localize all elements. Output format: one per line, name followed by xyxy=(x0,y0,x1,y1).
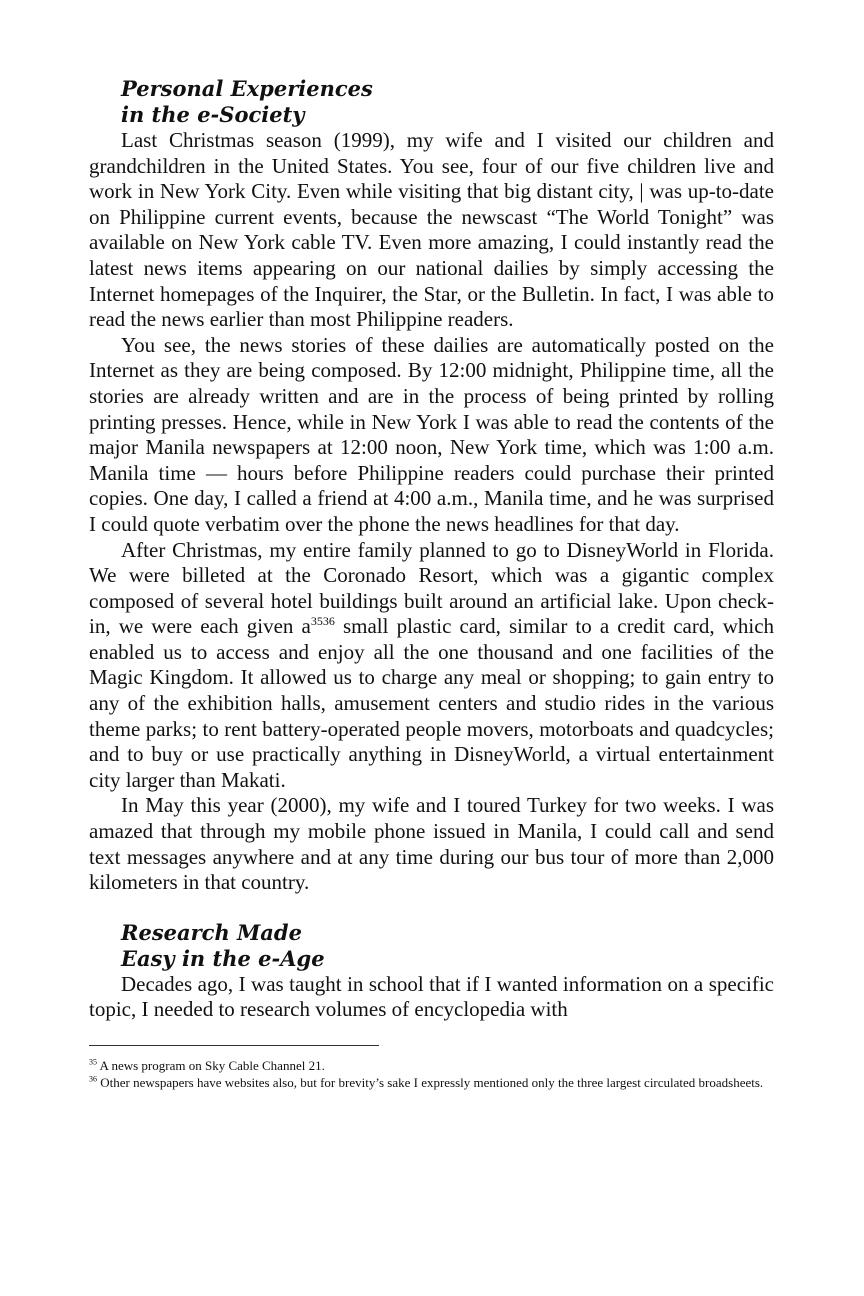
footnote-text: A news program on Sky Cable Channel 21. xyxy=(97,1058,325,1073)
section-heading-personal-experiences xyxy=(121,76,774,128)
footnote-reference: 3536 xyxy=(310,614,335,629)
paragraph-disneyworld xyxy=(89,538,774,794)
footnote xyxy=(89,1074,774,1091)
footnote-text: Other newspapers have websites also, but for brevity’s sake I expressly mentioned only the three largest circulated broadsheets. xyxy=(97,1075,764,1090)
paragraph-christmas-visit: Last Christmas season (1999), my wife and I visited our children and grandchildren in the United States. You see, four of our five children live and work in New York City. Even while visiting that big distant city, | was up-to-date on Philippine current events, because the newscast “The World Tonight” was available on New York cable TV. Even more amazing, I could instantly read the latest news items appearing on our national dailies by simply accessing the Internet homepages of the Inquirer, the Star, or the Bulletin. In fact, I was able to read the news earlier than most Philippine readers. xyxy=(89,128,774,332)
section-spacer xyxy=(89,896,774,920)
heading-line: in the e-Society xyxy=(121,102,305,127)
heading-line: Easy in the e-Age xyxy=(121,945,325,971)
paragraph-research: Decades ago, I was taught in school that if I wanted information on a specific topic, I needed to research volumes of encyclopedia with xyxy=(89,971,774,1022)
paragraph-text: small plastic card, similar to a credit card, which enabled us to access and enjoy all the one thousand and one facilities of the Magic Kingdom. It allowed us to charge any meal or shopping; to gain entry to any of the exhibition halls, amusement centers and studio rides in the various theme parks; to rent battery-operated people movers, motorboats and quadcycles; and to buy or use practically anything in DisneyWorld, a virtual entertainment city larger than Makati. xyxy=(89,614,775,792)
footnote-number: 35 xyxy=(89,1057,97,1067)
section-heading-research xyxy=(121,920,774,972)
document-page xyxy=(89,76,774,1091)
footnote-number: 36 xyxy=(89,1074,97,1084)
paragraph-turkey-tour: In May this year (2000), my wife and I toured Turkey for two weeks. I was amazed that through my mobile phone issued in Manila, I could call and send text messages anywhere and at any time during our bus tour of more than 2,000 kilometers in that country. xyxy=(89,793,774,895)
footnote-divider xyxy=(89,1045,379,1046)
heading-line: Research Made xyxy=(121,919,302,945)
footnote xyxy=(89,1057,774,1074)
footnotes xyxy=(89,1057,774,1091)
paragraph-news-posting: You see, the news stories of these dailies are automatically posted on the Internet as they are being composed. By 12:00 midnight, Philippine time, all the stories are already written and are in the process of being printed by rolling printing presses. Hence, while in New York I was able to read the contents of the major Manila newspapers at 12:00 noon, New York time, which was 1:00 a.m. Manila time — hours before Philippine readers could purchase their printed copies. One day, I called a friend at 4:00 a.m., Manila time, and he was surprised I could quote verbatim over the phone the news headlines for that day. xyxy=(89,332,774,536)
paragraph-text: After Christmas, my entire family planned to go to DisneyWorld in Florida. We were billeted at the Coronado Resort, which was a gigantic complex composed of several hotel buildings built around an artificial lake. Upon check-in, we were each given a xyxy=(89,537,774,639)
heading-line: Personal Experiences xyxy=(121,76,373,101)
